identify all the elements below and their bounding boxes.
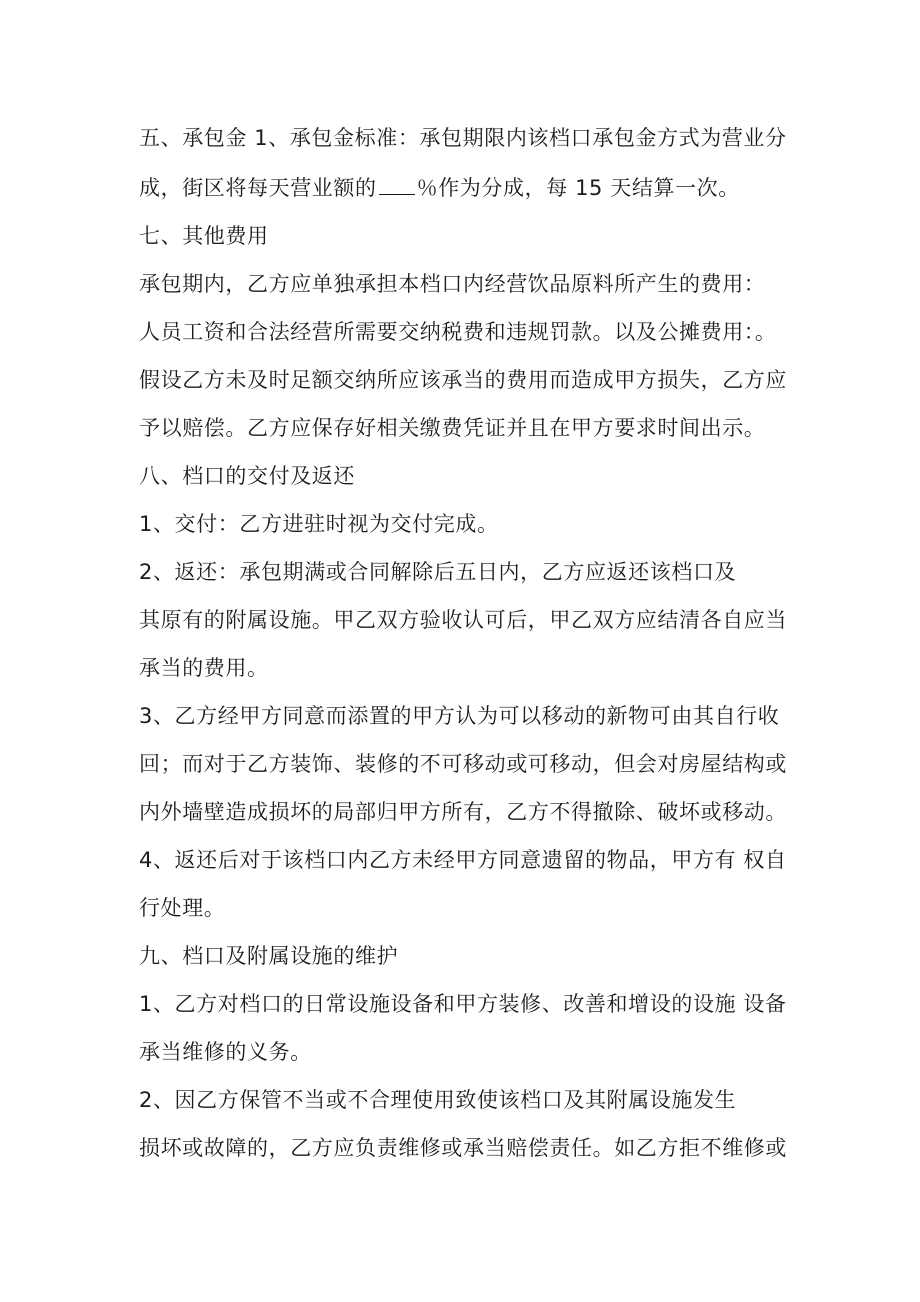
section-8-item-3-line-1: 3、乙方经甲方同意而添置的甲方认为可以移动的新物可由其自行收 [139, 704, 780, 728]
clause-5-line-2-end: ％作为分成，每 15 天结算一次。 [416, 176, 740, 200]
clause-5-line-1: 五、承包金 1、承包金标准：承包期限内该档口承包金方式为营业分 [139, 126, 787, 150]
section-7-line-4: 予以赔偿。乙方应保存好相关缴费凭证并且在甲方要求时间出示。 [139, 416, 766, 440]
section-7-line-2: 人员工资和合法经营所需要交纳税费和违规罚款。以及公摊费用：。 [139, 320, 777, 344]
clause-5-line-2-start: 成，街区将每天营业额的 [139, 176, 377, 200]
section-8-item-2-line-2: 其原有的附属设施。甲乙双方验收认可后，甲乙双方应结清各自应当 [139, 608, 787, 632]
section-8-item-3-line-3: 内外墙壁造成损坏的局部归甲方所有，乙方不得撤除、破坏或移动。 [139, 800, 787, 824]
section-7-line-1: 承包期内，乙方应单独承担本档口内经营饮品原料所产生的费用： [139, 272, 766, 296]
section-9-item-1-line-2: 承当维修的义务。 [139, 1040, 312, 1064]
section-9-item-2-line-2: 损坏或故障的，乙方应负责维修或承当赔偿责任。如乙方拒不维修或 [139, 1136, 787, 1160]
section-8-item-2-line-3: 承当的费用。 [139, 656, 269, 680]
section-7-line-3: 假设乙方未及时足额交纳所应该承当的费用而造成甲方损失，乙方应 [139, 368, 787, 392]
section-8-item-4-line-1: 4、返还后对于该档口内乙方未经甲方同意遗留的物品，甲方有 权自 [139, 848, 787, 872]
percentage-blank [379, 174, 415, 195]
section-9-heading: 九、档口及附属设施的维护 [139, 944, 399, 968]
section-8-item-1: 1、交付：乙方进驻时视为交付完成。 [139, 512, 499, 536]
section-8-item-2-line-1: 2、返还：承包期满或合同解除后五日内，乙方应返还该档口及 [139, 560, 737, 584]
section-8-item-4-line-2: 行处理。 [139, 896, 226, 920]
section-7-heading: 七、其他费用 [139, 224, 269, 248]
section-9-item-2-line-1: 2、因乙方保管不当或不合理使用致使该档口及其附属设施发生 [139, 1088, 737, 1112]
section-9-item-1-line-1: 1、乙方对档口的日常设施设备和甲方装修、改善和增设的设施 设备 [139, 992, 787, 1016]
section-8-heading: 八、档口的交付及返还 [139, 464, 355, 488]
clause-5-line-2 [139, 174, 839, 202]
section-8-item-3-line-2: 回；而对于乙方装饰、装修的不可移动或可移动，但会对房屋结构或 [139, 752, 787, 776]
